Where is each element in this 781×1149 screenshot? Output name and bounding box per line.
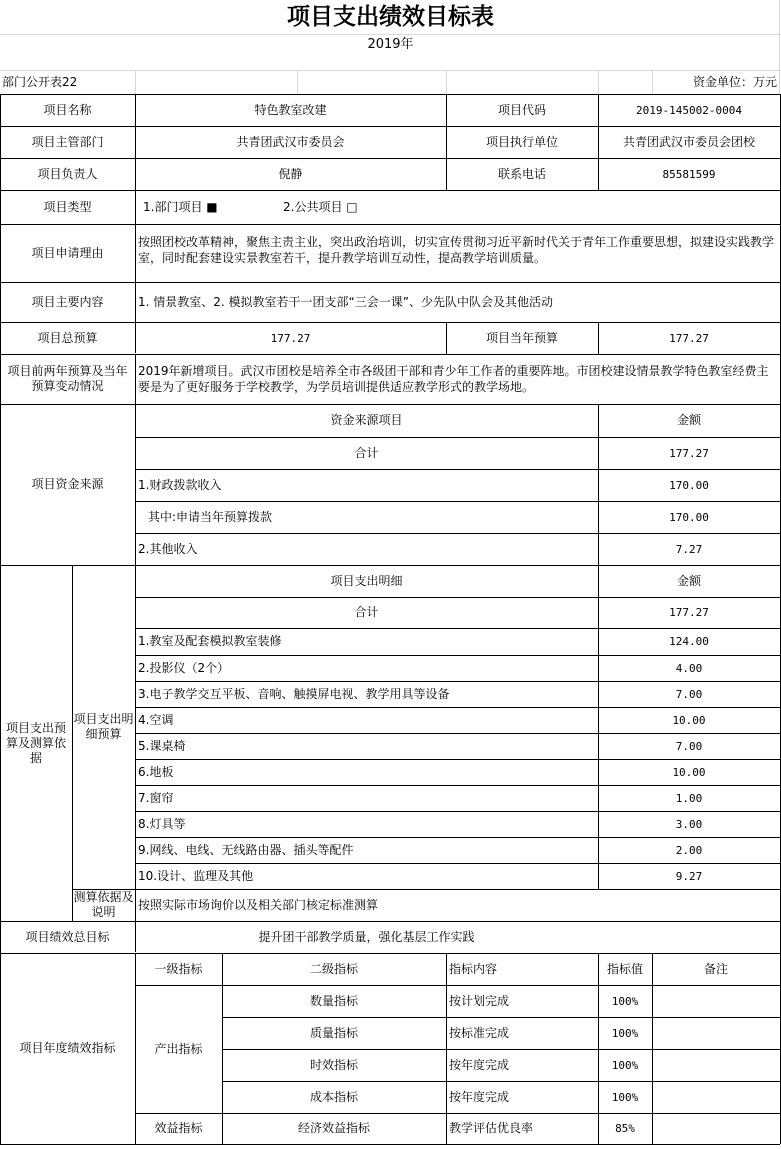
indicator-row-value: 100% [611, 1026, 639, 1040]
expense-row-item: 3.电子教学交互平板、音响、触摸屏电视、教学用具等设备 [138, 686, 450, 701]
indicator-header-note: 备注 [703, 961, 728, 976]
expense-row-amount: 124.00 [669, 635, 709, 648]
funding-source-label: 项目资金来源 [31, 477, 104, 491]
supervising-dept-value: 共青团武汉市委员会 [236, 134, 345, 149]
overall-goal-value: 提升团干部教学质量，强化基层工作实践 [258, 929, 475, 944]
expense-row-item: 1.教室及配套模拟教室装修 [138, 634, 282, 648]
total-budget-value: 177.27 [270, 331, 311, 345]
expense-row-item: 10.设计、监理及其他 [138, 868, 254, 883]
expense-row-amount: 7.00 [675, 739, 703, 753]
application-reason-label: 项目申请理由 [31, 245, 104, 260]
output-indicator-label: 产出指标 [154, 1041, 203, 1056]
indicator-row-value: 100% [611, 994, 639, 1008]
indicator-row-level2: 质量指标 [309, 1025, 358, 1040]
current-year-budget-label: 项目当年预算 [485, 330, 558, 345]
indicator-row-level2: 时效指标 [309, 1057, 358, 1072]
application-reason-value: 按照团校改革精神，聚焦主责主业，突出政治培训，切实宣传贯彻习近平新时代关于青年工作重要思想，拟建设实践教学室，同时配套建设实景教室若干，提升教学培训互动性，提高教学培训质量。 [138, 235, 775, 265]
funding-row-item: 1.财政拨款收入 [138, 477, 222, 492]
funding-row-item: 2.其他收入 [138, 541, 198, 556]
annual-indicators-label: 项目年度绩效指标 [19, 1041, 116, 1055]
indicator-row-level2: 经济效益指标 [297, 1121, 370, 1135]
total-budget-label: 项目总预算 [37, 330, 98, 345]
expense-detail-budget-label: 项目支出明细预算 [73, 712, 134, 741]
project-code-label: 项目代码 [497, 102, 546, 117]
expense-row-item: 8.灯具等 [138, 816, 186, 831]
project-type-label: 项目类型 [43, 199, 92, 214]
grid-line [598, 70, 599, 94]
expense-basis-outer-label: 项目支出预算及测算依据 [5, 720, 66, 765]
expense-header-item: 项目支出明细 [330, 573, 403, 588]
indicator-row-content: 按标准完成 [449, 1025, 510, 1040]
phone-label: 联系电话 [497, 166, 546, 181]
supervising-dept-label: 项目主管部门 [31, 134, 104, 149]
funding-row-amount: 177.27 [669, 446, 709, 460]
project-name-label: 项目名称 [43, 102, 92, 117]
grid-line [446, 70, 447, 94]
dept-table-number: 部门公开表22 [2, 75, 78, 89]
budget-change-label: 项目前两年预算及当年预算变动情况 [7, 364, 128, 393]
indicator-row-value: 100% [611, 1090, 639, 1104]
indicator-header-value: 指标值 [606, 961, 643, 976]
project-leader-label: 项目负责人 [37, 166, 98, 181]
project-name-value: 特色教室改建 [254, 102, 327, 117]
project-leader-value: 倪静 [278, 166, 303, 181]
current-year-budget-value: 177.27 [669, 331, 709, 345]
currency-unit: 资金单位：万元 [692, 75, 777, 89]
expense-row-amount: 1.00 [675, 791, 703, 805]
indicator-row-value: 100% [611, 1058, 639, 1072]
funding-row-amount: 170.00 [669, 510, 709, 524]
grid-line [0, 34, 781, 35]
expense-row-amount: 4.00 [675, 661, 703, 675]
project-type-option-dept: 1.部门项目 ■ [143, 199, 218, 214]
expense-row-item: 5.课桌椅 [138, 738, 186, 753]
expense-row-amount: 10.00 [672, 713, 706, 727]
project-type-option-public: 2.公共项目 □ [283, 199, 358, 214]
indicator-header-content: 指标内容 [449, 961, 498, 976]
project-code-value: 2019-145002-0004 [636, 103, 742, 117]
expense-row-item: 4.空调 [138, 712, 174, 727]
indicator-row-content: 按计划完成 [449, 993, 510, 1008]
sheet-title: 项目支出绩效目标表 [287, 4, 494, 30]
expense-row-amount: 2.00 [675, 843, 703, 857]
expense-row-item: 9.网线、电线、无线路由器、插头等配件 [138, 842, 354, 857]
indicator-row-level2: 数量指标 [309, 993, 358, 1008]
expense-row-amount: 10.00 [672, 765, 706, 779]
overall-goal-label: 项目绩效总目标 [25, 929, 110, 944]
grid-line [779, 0, 780, 94]
grid-line [0, 70, 781, 71]
expense-row-amount: 177.27 [669, 606, 709, 619]
funding-row-amount: 7.27 [675, 542, 703, 556]
funding-header-item: 资金来源项目 [330, 413, 403, 427]
grid-line [135, 70, 136, 94]
indicator-row-content: 教学评估优良率 [449, 1121, 534, 1135]
indicator-row-value: 85% [615, 1122, 635, 1135]
grid-line [652, 70, 653, 94]
executing-unit-value: 共青团武汉市委员会团校 [622, 134, 755, 149]
expense-row-item: 合计 [354, 605, 379, 619]
indicator-row-level2: 成本指标 [309, 1089, 358, 1104]
funding-row-item: 其中:申请当年预算拨款 [148, 509, 273, 524]
indicator-header-level2: 二级指标 [309, 961, 358, 976]
expense-row-amount: 3.00 [675, 817, 703, 831]
indicator-header-level1: 一级指标 [154, 961, 203, 976]
budget-change-value: 2019年新增项目。武汉市团校是培养全市各级团干部和青少年工作者的重要阵地。市团校建设情景教学特色教室经费主要是为了更好服务于学校教学，为学员培训提供适应教学形式的教学场地。 [138, 364, 769, 394]
sheet-year: 2019年 [367, 37, 414, 52]
funding-header-amount: 金额 [676, 413, 701, 427]
calculation-basis-value: 按照实际市场询价以及相关部门核定标准测算 [138, 897, 379, 912]
indicator-row-content: 按年度完成 [449, 1089, 510, 1104]
expense-row-amount: 9.27 [675, 869, 703, 883]
indicator-row-content: 按年度完成 [449, 1057, 510, 1072]
expense-header-amount: 金额 [676, 573, 701, 588]
main-content-label: 项目主要内容 [31, 294, 104, 309]
funding-row-amount: 170.00 [669, 478, 709, 492]
expense-row-amount: 7.00 [675, 687, 703, 701]
expense-row-item: 6.地板 [138, 764, 174, 779]
phone-value: 85581599 [662, 167, 716, 181]
benefit-indicator-label: 效益指标 [154, 1121, 203, 1135]
expense-row-item: 7.窗帘 [138, 790, 174, 805]
executing-unit-label: 项目执行单位 [485, 134, 558, 149]
calculation-basis-label: 测算依据及说明 [73, 890, 134, 919]
grid-line [297, 70, 298, 94]
funding-row-item: 合计 [354, 445, 379, 460]
expense-row-item: 2.投影仪（2个） [138, 660, 230, 675]
main-content-value: 1. 情景教室、2. 模拟教室若干一团支部“三会一课”、少先队中队会及其他活动 [138, 294, 553, 309]
